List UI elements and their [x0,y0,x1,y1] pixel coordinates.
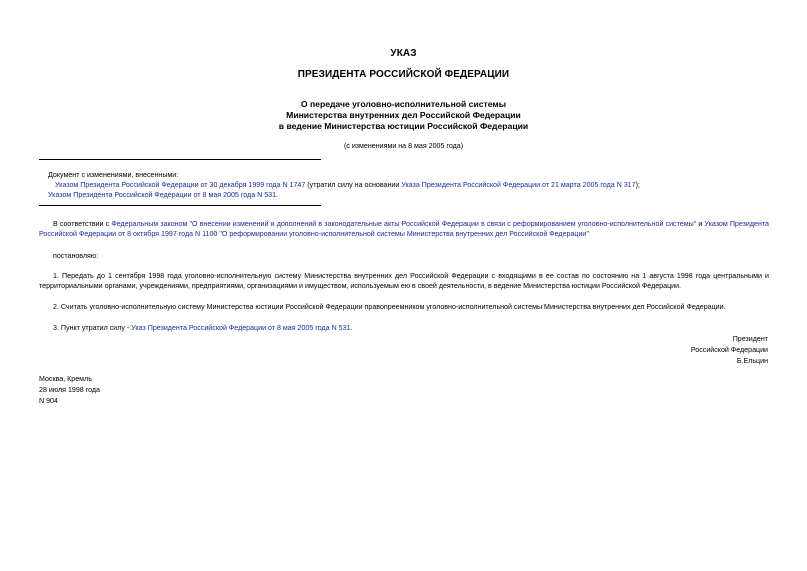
federal-law-link[interactable]: Федеральным законом "О внесении изменений и дополнений в законодательные акты Российской Федерации в связи с реформированием уголовно-исполнительной системы" [111,220,697,228]
paragraph-3-start: 3. Пункт утратил силу - [53,324,132,332]
signature-title: Президент [732,335,768,343]
signing-info [39,374,100,407]
bottom-divider [39,205,321,206]
preamble-start: В соответствии с [53,220,112,228]
issuer-heading: ПРЕЗИДЕНТА РОССИЙСКОЙ ФЕДЕРАЦИИ [297,69,510,80]
decree-531-link[interactable]: Указ Президента Российской Федерации от 8 мая 2005 года N 531 [131,324,351,332]
decree-1100-link[interactable]: Указом Президента Российской Федерации от 8 октября 1997 года N 1100 "О реформировании уголовно-исполнительной системы Министерства внутренних дел Российской Федерации" [39,220,769,238]
change-link-1999-1747[interactable]: Указом Президента Российской Федерации от 30 декабря 1999 года N 1747 [55,181,306,189]
paragraph-3 [39,323,769,333]
preamble-mid: и [696,220,705,228]
change-link-2005-531[interactable]: Указом Президента Российской Федерации от 8 мая 2005 года N 531 [48,191,277,199]
signing-date: 28 июля 1998 года [39,386,100,394]
signature-name: Б.Ельцин [736,357,768,365]
edition-note: (с изменениями на 8 мая 2005 года) [343,142,464,150]
signature-block [691,334,768,367]
signing-place: Москва, Кремль [39,375,92,383]
decree-number: N 904 [39,397,58,405]
change-text-1: (утратил силу на основании [305,181,402,189]
title-line-1: О передаче уголовно-исполнительной системы [300,99,507,109]
change-link-2005-317[interactable]: Указа Президента Российской Федерации от 21 марта 2005 года N 317 [401,181,636,189]
changes-item-2 [48,190,768,200]
changes-item-1 [55,180,769,190]
document-title [0,99,807,132]
change-text-2-end: . [276,191,279,199]
paragraph-2: 2. Считать уголовно-исполнительную систему Министерства юстиции Российской Федерации правопреемником уголовно-исполнительной системы Министерства внутренних дел Российской Федерации. [53,303,726,311]
decree-word: постановляю: [53,252,99,260]
change-text-1-end: ); [635,181,640,189]
preamble [39,219,769,239]
top-divider [39,159,321,160]
paragraph-3-end: . [350,324,353,332]
paragraph-1: 1. Передать до 1 сентября 1998 года уголовно-исполнительную систему Министерства внутренних дел Российской Федерации с входящими в ее состав по состоянию на 1 августа 1998 года центральными и территориальными органами, учреждениями, предприятиями, организациями и имуществом, используемым ею в своей деятельности, в ведение Министерства юстиции Российской Федерации. [39,272,769,290]
changes-intro: Документ с изменениями, внесенными: [48,171,179,179]
title-line-3: в ведение Министерства юстиции Российской Федерации [278,121,529,131]
signature-country: Российской Федерации [690,346,768,354]
title-line-2: Министерства внутренних дел Российской Федерации [286,110,521,120]
doc-type-heading: УКАЗ [390,48,417,59]
